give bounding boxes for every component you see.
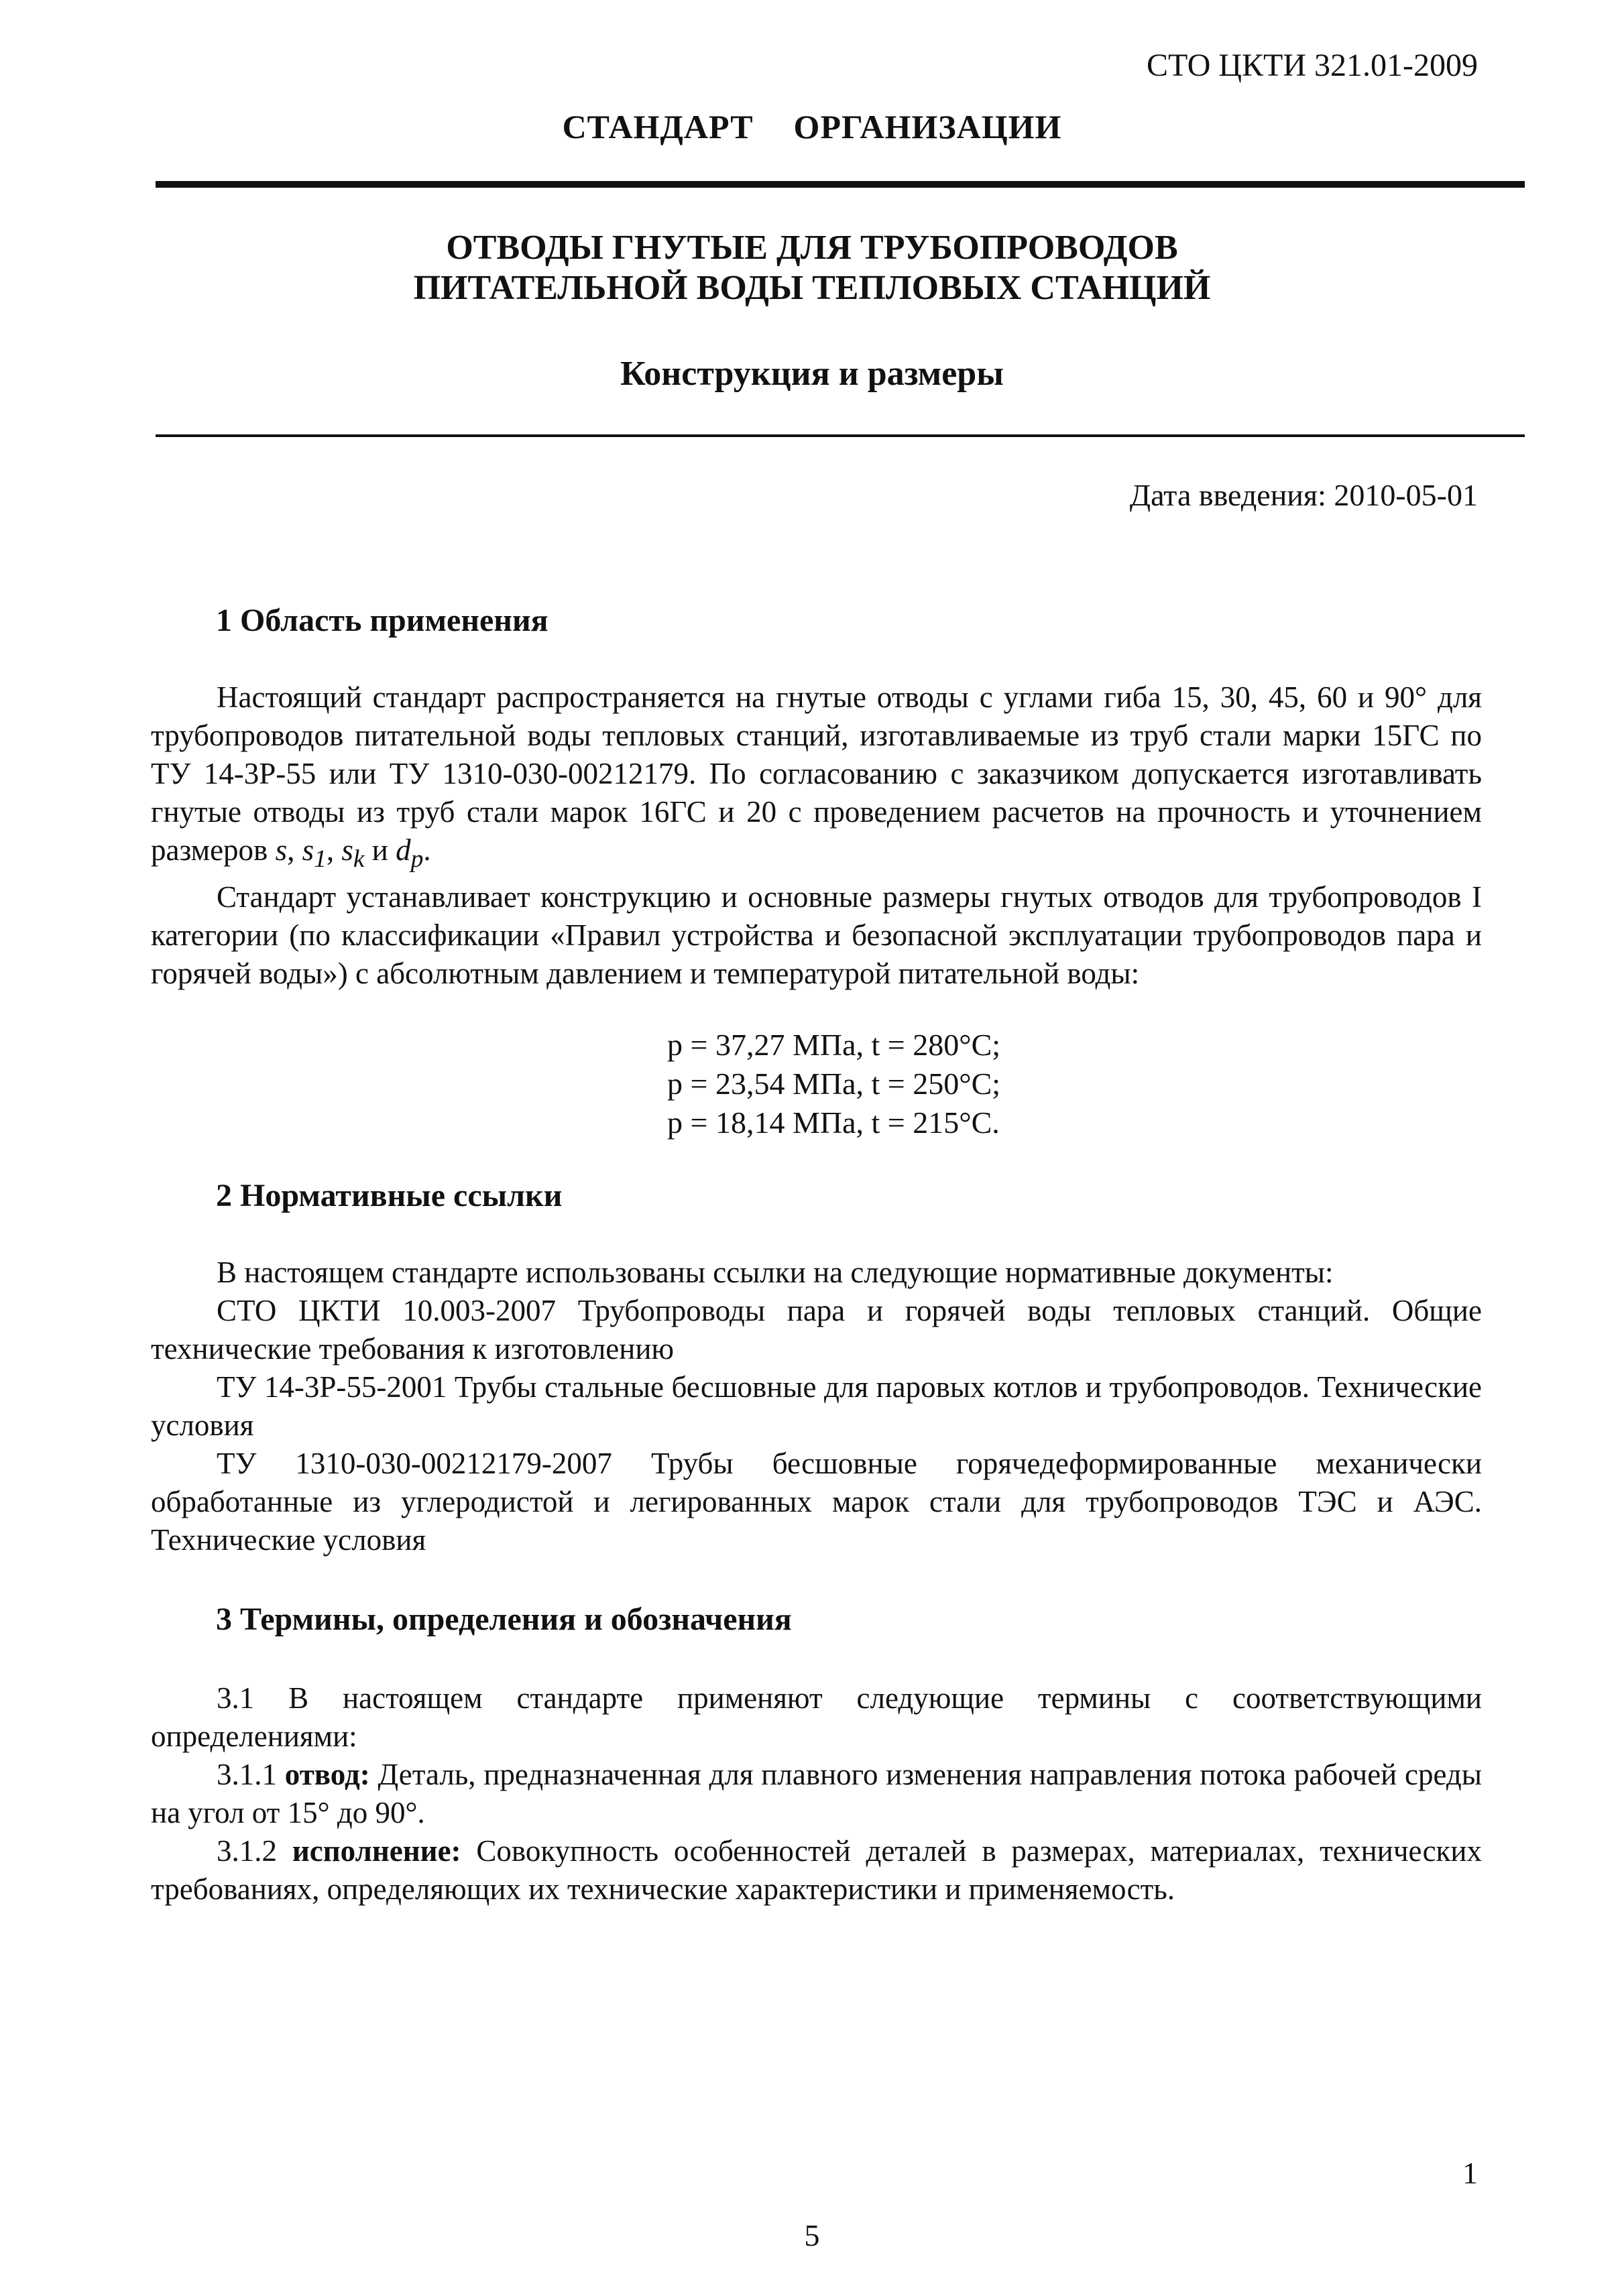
section-1-paragraph-2: Стандарт устанавливает конструкцию и основные размеры гнутых отводов для трубопроводов I категории (по классификации «Правил устройства и безопасной эксплуатации трубопроводов пара и горячей воды») с абсолютным давлением и температурой питательной воды: [151,880,1482,990]
design-condition: р = 37,27 МПа, t = 280°С; [667,1028,1001,1062]
org-header-word2: ОРГАНИЗАЦИИ [793,108,1062,145]
design-conditions [667,1026,1000,1142]
symbol-s1: $s_1$ [302,833,327,873]
reference-sto-ckti: СТО ЦКТИ 10.003-2007 Трубопроводы пара и горячей воды тепловых станций. Общие технические требования к изготовлению [151,1294,1482,1366]
section-3-paragraph-1: 3.1 В настоящем стандарте применяют следующие термины с соответствующими определениями: [151,1681,1482,1753]
header-divider [156,181,1525,188]
section-1-heading: 1 Область применения [216,603,548,638]
sheet-number: 1 [1462,2156,1478,2190]
term-ispolnenie: 3.1.2 исполнение: Совокупность особенностей деталей в размерах, материалах, технических требованиях, определяющих их технические характеристики и применяемость. [151,1834,1482,1906]
reference-tu-14-3r-55: ТУ 14-3Р-55-2001 Трубы стальные бесшовные для паровых котлов и трубопроводов. Технические условия [151,1370,1482,1442]
org-header-word1: СТАНДАРТ [562,108,754,145]
symbol-dp: $d_p$ [396,833,424,873]
design-condition: р = 23,54 МПа, t = 250°С; [667,1067,1001,1101]
term-ispolnenie-name: исполнение: [292,1834,461,1868]
symbol-sk: $s_k$ [341,833,365,873]
section-3-heading: 3 Термины, определения и обозначения [216,1602,792,1637]
section-2-body [151,1254,1482,1559]
document-title [0,228,1624,308]
section-2-heading: 2 Нормативные ссылки [216,1178,563,1213]
document-subtitle: Конструкция и размеры [620,355,1004,393]
section-2-paragraph-1: В настоящем стандарте использованы ссылки на следующие нормативные документы: [217,1256,1334,1289]
title-line-1: ОТВОДЫ ГНУТЫЕ ДЛЯ ТРУБОПРОВОДОВ [446,229,1178,267]
document-code: СТО ЦКТИ 321.01-2009 [1146,48,1478,83]
page-number: 5 [804,2218,820,2252]
symbol-s: s [275,833,288,867]
term-otvod-name: отвод: [284,1758,370,1791]
section-1-paragraph-1-text: Настоящий стандарт распространяется на гнутые отводы с углами гиба 15, 30, 45, 60 и 90° для трубопроводов питательной воды тепловых станций, изготавливаемые из труб стали марки 15ГС по ТУ 14-3Р-55 или ТУ 1310-030-00212179. По согласованию с заказчиком допускается изготавливать гнутые отводы из труб стали марок 16ГС и 20 с проведением расчетов на прочность и уточнением размеров [151,680,1482,867]
term-otvod-definition: Деталь, предназначенная для плавного изменения направления потока рабочей среды на угол от 15° до 90°. [151,1758,1483,1829]
organization-header [0,107,1624,146]
term-ispolnenie-definition: Совокупность особенностей деталей в размерах, материалах, технических требованиях, определяющих их технические характеристики и применяемость. [151,1834,1482,1906]
introduction-date: Дата введения: 2010-05-01 [1129,478,1478,512]
term-otvod: 3.1.1 отвод: Деталь, предназначенная для плавного изменения направления потока рабочей среды на угол от 15° до 90°. [151,1758,1483,1829]
reference-tu-1310: ТУ 1310-030-00212179-2007 Трубы бесшовные горячедеформированные механически обработанные из углеродистой и легированных марок стали для трубопроводов ТЭС и АЭС. Технические условия [151,1447,1482,1557]
design-condition: р = 18,14 МПа, t = 215°С. [667,1105,1000,1140]
conjunction-and: и [371,833,388,867]
section-1-body [151,678,1482,993]
section-3-body [151,1679,1482,1909]
section-1-paragraph-1: Настоящий стандарт распространяется на гнутые отводы с углами гиба 15, 30, 45, 60 и 90° для трубопроводов питательной воды тепловых станций, изготавливаемые из труб стали марки 15ГС по ТУ 14-3Р-55 или ТУ 1310-030-00212179. По согласованию с заказчиком допускается изготавливать гнутые отводы из труб стали марок 16ГС и 20 с проведением расчетов на прочность и уточнением размеров s, $s_1$, $s_k$ и $d_p$. [151,680,1482,873]
title-line-2: ПИТАТЕЛЬНОЙ ВОДЫ ТЕПЛОВЫХ СТАНЦИЙ [413,269,1211,307]
title-divider [156,434,1525,437]
